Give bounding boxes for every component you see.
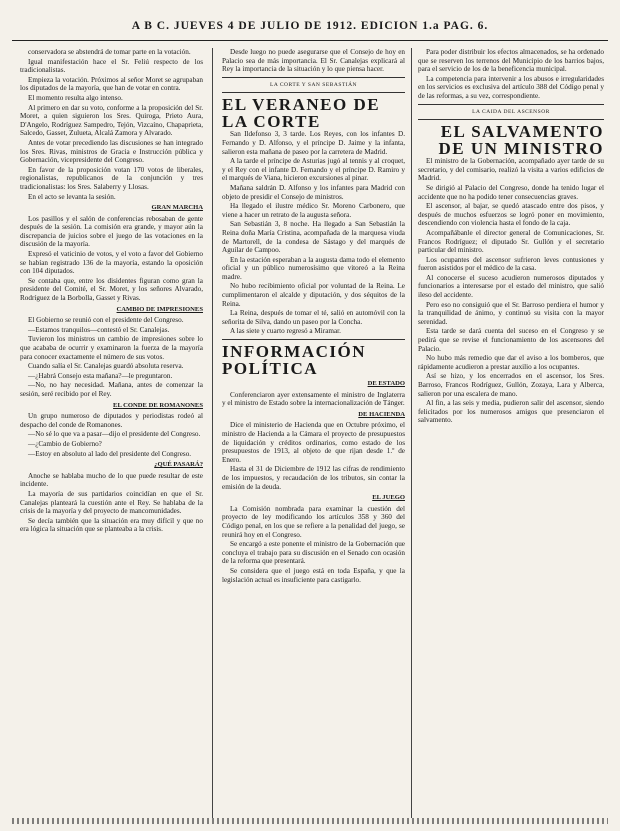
- paragraph: En la estación esperaban a la augusta dama todo el elemento oficial y un público numerosísimo que vitoreó a la Reina madre.: [222, 255, 405, 281]
- divider: [418, 119, 604, 120]
- paragraph: Al conocerse el suceso acudieron numerosos diputados y funcionarios a interesarse por el estado del ministro, que salió ileso del accidente.: [418, 273, 604, 300]
- paragraph: Al primero en dar su voto, conforme a la proposición del Sr. Moret, a quien siguieron los Sres. Quiroga, Prieto Aura, D'Angelo, Rodríguez Sampedro, Tejón, Vizcaíno, Chapaprieta, Salcedo, Gasset, Zulueta, Alcalá Zamora y Alvarado.: [20, 103, 203, 138]
- paragraph: Se contaba que, entre los disidentes figuran como gran la presidente del Comité, el Sr. Moret, y los señores Alvarado, Rodríguez de la Borbolla, Gasset y Rivas.: [20, 276, 203, 303]
- column-2: [222, 48, 405, 818]
- paragraph: Pero eso no consiguió que el Sr. Barroso perdiera el humor y la tranquilidad de ánimo, y continuó su visita con la mayor serenidad.: [418, 300, 604, 326]
- paragraph: La Reina, después de tomar el té, salió en automóvil con la señorita de Silva, dando un paseo por la Concha.: [222, 309, 405, 326]
- divider: [418, 104, 604, 105]
- paragraph: Los ocupantes del ascensor sufrieron leves contusiones y fueron asistidos por el médico de la casa.: [418, 255, 604, 273]
- paragraph: Conferenciaron ayer extensamente el ministro de Inglaterra y el ministro de Estado sobre la internacionalización de Tánger.: [222, 390, 405, 408]
- section-heading: ¿QUÉ PASARÁ?: [154, 461, 203, 469]
- paragraph: Desde luego no puede asegurarse que el Consejo de hoy en Palacio sea de más importancia. El Sr. Canalejas explicará al Rey la importancia de la situación y lo que piensa hacer.: [222, 48, 405, 74]
- column-1: [20, 48, 203, 818]
- paragraph: Mañana saldrán D. Alfonso y los infantes para Madrid con objeto de presidir el Consejo de ministros.: [222, 183, 405, 201]
- paragraph: Antes de votar precediendo las discusiones se han integrado los Sres. Rivas, ministros de Gracia e Instrucción pública y Gobernación, vicepresidente del Congreso.: [20, 138, 203, 165]
- paragraph: Se dirigió al Palacio del Congreso, donde ha tenido lugar el accidente que no ha podido tener consecuencias graves.: [418, 183, 604, 201]
- paragraph: Igual manifestación hace el Sr. Feliú respecto de los tradicionalistas.: [20, 57, 203, 75]
- headline: EL SALVAMENTO DE UN MINISTRO: [438, 122, 604, 159]
- paragraph: El ministro de la Gobernación, acompañado ayer tarde de su secretario, y del comisario, realizó la visita a varios edificios de Madrid.: [418, 157, 604, 183]
- section-heading: DE ESTADO: [367, 380, 405, 388]
- paragraph: No hubo más remedio que dar el aviso a los bomberos, que rápidamente acudieron a prestar auxilio a los ocupantes.: [418, 354, 604, 371]
- paragraph: Dice el ministerio de Hacienda que en Octubre próximo, el ministro de Hacienda a la Cámara el proyecto de presupuestos de liquidación y créditos ordinarios, como estado de los presupuestos de 1913, al objeto de que rijan desde 1.º de Enero.: [222, 421, 405, 464]
- paragraph: Expresó el vaticinio de votos, y el voto a favor del Gobierno se habían registrado 136 de la mayoría, estando la oposición con 104 diputados.: [20, 250, 203, 276]
- headline: INFORMACIÓN POLÍTICA: [222, 342, 366, 379]
- paragraph: —¿Cambio de Gobierno?: [28, 439, 102, 448]
- column-divider-2: [411, 48, 412, 818]
- paragraph: Un grupo numeroso de diputados y periodistas rodeó al despacho del conde de Romanones.: [20, 412, 203, 429]
- headline: EL VERANEO DE LA CORTE: [222, 95, 381, 132]
- paragraph: San Sebastián 3, 8 noche. Ha llegado a San Sebastián la Reina doña María Cristina, acompañada de la marquesa viuda de Martorell, de la condesa de Sástago y del marqués de Aguilar de Campoo.: [222, 220, 405, 255]
- paragraph: Anoche se hablaba mucho de lo que puede resultar de este incidente.: [20, 471, 203, 489]
- paragraph: Ha llegado el ilustre médico Sr. Moreno Carbonero, que viene a hacer un retrato de la augusta señora.: [222, 202, 405, 219]
- paragraph: En favor de la proposición votan 170 votos de liberales, regionalistas, republicanos de la conjunción y tres tradicionalistas: los Sres. Salaberry y Llosas.: [20, 165, 203, 191]
- section-heading: CAMBIO DE IMPRESIONES: [116, 305, 203, 313]
- paragraph: San Ildefonso 3, 3 tarde. Los Reyes, con los infantes D. Fernando y D. Alfonso, y el príncipe D. Jaime y la infanta, salieron esta mañana de paseo por la carretera de Madrid.: [222, 130, 405, 156]
- paragraph: Acompañábanle el director general de Comunicaciones, Sr. Francos Rodríguez; el diputado Sr. Gullón y el secretario particular del ministro.: [418, 228, 604, 255]
- page-header: A B C. JUEVES 4 DE JULIO DE 1912. EDICION 1.a PAG. 6.: [131, 20, 489, 32]
- paragraph: Empieza la votación. Próximos al señor Moret se agrupaban los diputados de la mayoría, que han de votar en contra.: [20, 75, 203, 93]
- paragraph: Para poder distribuir los efectos almacenados, se ha ordenado que se reserven los terrenos del Municipio de los barrios bajos, para el servicio de los de la beneficencia municipal.: [418, 48, 604, 74]
- paragraph: Cuando salía el Sr. Canalejas guardó absoluta reserva.: [28, 362, 184, 371]
- paragraph: Al fin, a las seis y media, pudieron salir del ascensor, siendo felicitados por los numerosos amigos que presenciaron el salvamento.: [418, 399, 604, 425]
- paragraph: La Comisión nombrada para examinar la cuestión del proyecto de ley modificando los artículos 358 y 360 del Código penal, en los que se refiere a la penalidad del juego, se reunirá hoy en el Congreso.: [222, 504, 405, 539]
- kicker: LA CAIDA DEL ASCENSOR: [472, 108, 550, 115]
- header-rule: [12, 40, 608, 41]
- paragraph: —No sé lo que va a pasar—dijo el presidente del Congreso.: [28, 430, 201, 439]
- paragraph: —Estoy en absoluto al lado del presidente del Congreso.: [28, 449, 192, 458]
- paragraph: El momento resulta algo intenso.: [28, 93, 123, 102]
- divider: [222, 92, 405, 93]
- paragraph: A la tarde el príncipe de Asturias jugó al tennis y al croquet, y el Rey con el infante D. Fernando y el príncipe D. Ramiro y el marqués de Viana, hicieron excursiones al pinar.: [222, 157, 405, 183]
- paragraph: A las siete y cuarto regresó a Miramar.: [230, 327, 341, 336]
- paragraph: Tuvieron los ministros un cambio de impresiones sobre lo que acababa de ocurrir y examinaron la fuerza de la mayoría para conocer exactamente el número de sus votos.: [20, 335, 203, 361]
- paragraph: Esta tarde se dará cuenta del suceso en el Congreso y se pedirá que se revise el funcionamiento de los ascensores del Palacio.: [418, 327, 604, 353]
- paragraph: Hasta el 31 de Diciembre de 1912 las cifras de rendimiento de los impuestos, y recaudación de los tributos, sin contar la emisión de la deuda.: [222, 465, 405, 491]
- paragraph: —Estamos tranquilos—contestó el Sr. Canalejas.: [28, 325, 170, 334]
- section-heading: DE HACIENDA: [358, 410, 405, 418]
- paragraph: Se considera que el juego está en toda España, y que la legislación actual es insuficiente para castigarlo.: [222, 566, 405, 584]
- paragraph: Se encargó a este ponente el ministro de la Gobernación que concluya el trabajo para su discusión en el Senado con ocasión de la reforma que presentará.: [222, 540, 405, 566]
- divider: [222, 77, 405, 78]
- column-divider-1: [212, 48, 213, 818]
- section-heading: GRAN MARCHA: [151, 204, 203, 212]
- paragraph: Los pasillos y el salón de conferencias rebosaban de gente después de la sesión. La comisión era grande, y mayor aún la discrepancia de juicios sobre el juego de las votaciones en la discusión de la mayoría.: [20, 214, 203, 249]
- section-heading: EL JUEGO: [372, 494, 405, 502]
- paragraph: Se decía también que la situación era muy difícil y que no era lógica la situación que se planteaba a la crisis.: [20, 516, 203, 534]
- paragraph: La competencia para intervenir a los abusos e irregularidades en los servicios es exclusiva del artículo 388 del Código penal y de las reformas, a su vez, correspondiente.: [418, 74, 604, 100]
- section-heading: EL CONDE DE ROMANONES: [113, 401, 203, 409]
- divider: [222, 339, 405, 340]
- column-3: [418, 48, 604, 818]
- paragraph: En el acto se levanta la sesión.: [28, 192, 116, 201]
- paragraph: El ascensor, al bajar, se quedó atascado entre dos pisos, y después de muchos esfuerzos se logró poner en movimiento, descendiendo con violencia hasta el fondo de la caja.: [418, 202, 604, 228]
- paragraph: —¿Habrá Consejo esta mañana?—le preguntaron.: [28, 371, 173, 380]
- kicker: LA CORTE Y SAN SEBASTIÁN: [269, 81, 358, 88]
- paragraph: El Gobierno se reunió con el presidente del Congreso.: [28, 316, 184, 325]
- paragraph: No hubo recibimiento oficial por voluntad de la Reina. Le cumplimentaron el alcalde y diputación, y dos séquitos de la Reina.: [222, 282, 405, 308]
- paragraph: conservadora se abstendrá de tomar parte en la votación.: [28, 48, 191, 56]
- paragraph: La mayoría de sus partidarios coincidían en que el Sr. Canalejas planteará la cuestión ante el Rey. Se hablaba de la crisis de la mayoría y del proyecto de mancomunidades.: [20, 489, 203, 516]
- paragraph: Así se hizo, y los encerrados en el ascensor, los Sres. Barroso, Francos Rodríguez, Gullón, Zozaya, Lara y Alberca, salieron por una escalera de mano.: [418, 372, 604, 398]
- paragraph: —No, no hay necesidad. Mañana, antes de comenzar la sesión, seré recibido por el Rey.: [20, 381, 203, 398]
- footer-barcode-strip: [12, 818, 608, 824]
